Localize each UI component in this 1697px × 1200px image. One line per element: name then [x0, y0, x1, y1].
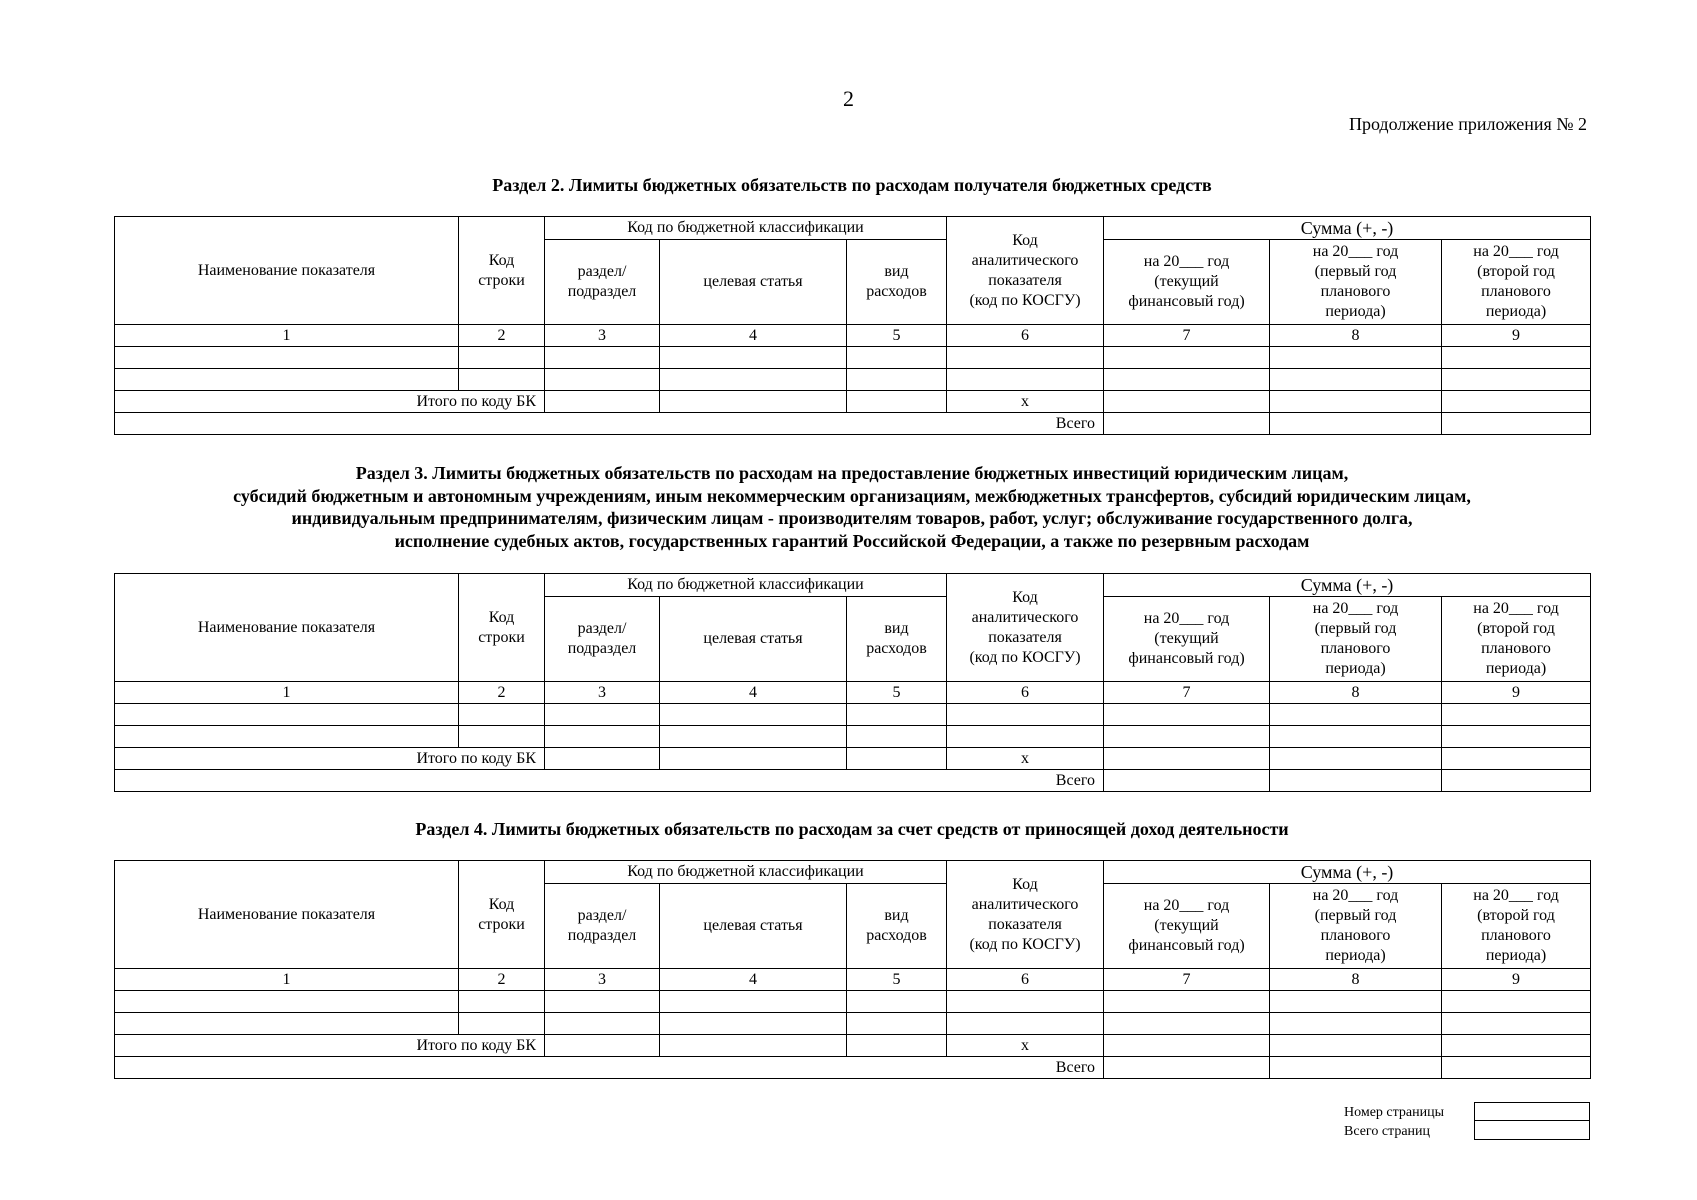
- header-year-plan1: на 20___ год (первый год планового периода): [1270, 240, 1442, 325]
- table-cell: [1270, 347, 1442, 369]
- table-cell: [1442, 991, 1591, 1013]
- header-expense-type: вид расходов: [847, 597, 947, 682]
- column-number: 2: [459, 325, 545, 347]
- subtotal-label: Итого по коду БК: [115, 391, 545, 413]
- header-budget-classification: Код по бюджетной классификации: [545, 861, 947, 884]
- header-section-subsection: раздел/ подраздел: [545, 884, 660, 969]
- column-number: 5: [847, 682, 947, 704]
- table-cell: [660, 748, 847, 770]
- header-year-current: на 20___ год (текущий финансовый год): [1104, 240, 1270, 325]
- subtotal-x: x: [947, 748, 1104, 770]
- table-cell: [1442, 413, 1591, 435]
- table-cell: [1104, 347, 1270, 369]
- table-cell: [1104, 391, 1270, 413]
- total-pages-label: Всего страниц: [1344, 1124, 1431, 1139]
- column-number: 5: [847, 969, 947, 991]
- column-number: 7: [1104, 682, 1270, 704]
- section-3-title: [114, 462, 1590, 552]
- table-cell: [1270, 770, 1442, 792]
- table-row[interactable]: [115, 369, 1591, 391]
- table-cell: [115, 347, 459, 369]
- section-title-line: исполнение судебных актов, государственных гарантий Российской Федерации, а также по резервным расходам: [394, 530, 1310, 551]
- table-cell: [545, 1035, 660, 1057]
- table-cell: [660, 726, 847, 748]
- table-cell: [1442, 748, 1591, 770]
- table-cell: [545, 391, 660, 413]
- table-cell: [1442, 347, 1591, 369]
- column-number: 1: [115, 969, 459, 991]
- table-cell: [947, 347, 1104, 369]
- header-year-plan2: на 20___ год (второй год планового периода): [1442, 597, 1591, 682]
- table-row[interactable]: [115, 1013, 1591, 1035]
- column-number: 8: [1270, 969, 1442, 991]
- subtotal-x: x: [947, 391, 1104, 413]
- table-cell: [459, 704, 545, 726]
- table-cell: [545, 748, 660, 770]
- column-number: 4: [660, 682, 847, 704]
- table-cell: [545, 1013, 660, 1035]
- table-cell: [847, 369, 947, 391]
- total-row: [115, 1057, 1591, 1079]
- header-target-article: целевая статья: [660, 884, 847, 969]
- column-number: 9: [1442, 969, 1591, 991]
- table-cell: [1442, 1013, 1591, 1035]
- table-cell: [660, 369, 847, 391]
- table-cell: [545, 726, 660, 748]
- total-label: Всего: [115, 413, 1104, 435]
- table-cell: [947, 704, 1104, 726]
- header-year-plan1: на 20___ год (первый год планового периода): [1270, 597, 1442, 682]
- table-cell: [847, 991, 947, 1013]
- subtotal-row: [115, 748, 1591, 770]
- header-sum: Сумма (+, -): [1104, 861, 1591, 884]
- column-number: 4: [660, 969, 847, 991]
- header-target-article: целевая статья: [660, 597, 847, 682]
- footer-labels: [1344, 1103, 1444, 1141]
- table-row[interactable]: [115, 991, 1591, 1013]
- table-cell: [545, 347, 660, 369]
- column-number-row: [115, 969, 1591, 991]
- header-year-current: на 20___ год (текущий финансовый год): [1104, 597, 1270, 682]
- table-cell: [1442, 704, 1591, 726]
- table-cell: [1270, 413, 1442, 435]
- table-cell: [660, 704, 847, 726]
- footer-boxes: [1474, 1102, 1590, 1140]
- column-number: 1: [115, 682, 459, 704]
- total-label: Всего: [115, 770, 1104, 792]
- table-cell: [660, 1013, 847, 1035]
- column-number: 3: [545, 969, 660, 991]
- appendix-continuation-note: Продолжение приложения № 2: [1348, 114, 1587, 134]
- table-cell: [459, 991, 545, 1013]
- subtotal-label: Итого по коду БК: [115, 1035, 545, 1057]
- column-number: 9: [1442, 325, 1591, 347]
- table-cell: [1442, 770, 1591, 792]
- page-number-label: Номер страницы: [1344, 1105, 1445, 1120]
- table-cell: [1442, 391, 1591, 413]
- table-cell: [1270, 748, 1442, 770]
- table-cell: [947, 1013, 1104, 1035]
- table-cell: [1104, 413, 1270, 435]
- header-year-plan2: на 20___ год (второй год планового периода): [1442, 240, 1591, 325]
- header-row-code: Код строки: [459, 217, 545, 325]
- column-number: 2: [459, 969, 545, 991]
- table-cell: [947, 726, 1104, 748]
- header-row-code: Код строки: [459, 861, 545, 969]
- table-cell: [115, 1013, 459, 1035]
- header-budget-classification: Код по бюджетной классификации: [545, 574, 947, 597]
- section-title-line: Раздел 4. Лимиты бюджетных обязательств по расходам за счет средств от приносящей доход деятельности: [415, 819, 1289, 839]
- column-number: 7: [1104, 325, 1270, 347]
- subtotal-row: [115, 1035, 1591, 1057]
- table-cell: [847, 1035, 947, 1057]
- total-label: Всего: [115, 1057, 1104, 1079]
- table-cell: [1270, 1057, 1442, 1079]
- header-analytic-code: Код аналитического показателя (код по КОСГУ): [947, 861, 1104, 969]
- table-cell: [1442, 726, 1591, 748]
- section-title-line: субсидий бюджетным и автономным учреждениям, иным некоммерческим организациям, межбюджетных трансфертов, субсидий юридическим лицам,: [233, 485, 1471, 506]
- header-indicator-name: Наименование показателя: [115, 574, 459, 682]
- column-number: 3: [545, 325, 660, 347]
- table-cell: [1104, 770, 1270, 792]
- table-cell: [459, 369, 545, 391]
- header-section-subsection: раздел/ подраздел: [545, 597, 660, 682]
- column-number: 6: [947, 325, 1104, 347]
- total-row: [115, 413, 1591, 435]
- section-2-title: [114, 174, 1590, 197]
- table-row[interactable]: [115, 347, 1591, 369]
- column-number-row: [115, 325, 1591, 347]
- table-cell: [545, 704, 660, 726]
- section-title-line: индивидуальным предпринимателям, физическим лицам - производителям товаров, работ, услуг; обслуживание государственного долга,: [291, 508, 1413, 528]
- header-indicator-name: Наименование показателя: [115, 861, 459, 969]
- table-cell: [545, 991, 660, 1013]
- section-title-line: Раздел 3. Лимиты бюджетных обязательств по расходам на предоставление бюджетных инвестиций юридическим лицам,: [355, 463, 1349, 483]
- table-cell: [660, 1035, 847, 1057]
- table-cell: [1270, 726, 1442, 748]
- column-number: 8: [1270, 682, 1442, 704]
- page-number: 2: [843, 86, 854, 111]
- table-cell: [1104, 369, 1270, 391]
- table-cell: [1442, 1035, 1591, 1057]
- table-cell: [1104, 1057, 1270, 1079]
- header-row-code: Код строки: [459, 574, 545, 682]
- column-number: 2: [459, 682, 545, 704]
- column-number: 7: [1104, 969, 1270, 991]
- total-row: [115, 770, 1591, 792]
- table-cell: [1270, 391, 1442, 413]
- table-cell: [1270, 369, 1442, 391]
- column-number: 3: [545, 682, 660, 704]
- column-number: 6: [947, 682, 1104, 704]
- header-year-current: на 20___ год (текущий финансовый год): [1104, 884, 1270, 969]
- table-cell: [660, 347, 847, 369]
- table-cell: [459, 347, 545, 369]
- table-cell: [459, 1013, 545, 1035]
- table-cell: [115, 369, 459, 391]
- table-cell: [660, 391, 847, 413]
- column-number: 6: [947, 969, 1104, 991]
- table-cell: [847, 748, 947, 770]
- table-cell: [847, 347, 947, 369]
- header-section-subsection: раздел/ подраздел: [545, 240, 660, 325]
- table-cell: [1270, 991, 1442, 1013]
- table-row[interactable]: [115, 704, 1591, 726]
- table-cell: [545, 369, 660, 391]
- table-cell: [1442, 1057, 1591, 1079]
- table-cell: [1270, 704, 1442, 726]
- section-2-table: [114, 216, 1591, 435]
- table-cell: [660, 991, 847, 1013]
- subtotal-row: [115, 391, 1591, 413]
- section-4-title: [114, 818, 1590, 841]
- column-number: 9: [1442, 682, 1591, 704]
- table-cell: [115, 991, 459, 1013]
- table-cell: [847, 704, 947, 726]
- column-number: 1: [115, 325, 459, 347]
- subtotal-x: x: [947, 1035, 1104, 1057]
- header-sum: Сумма (+, -): [1104, 574, 1591, 597]
- header-expense-type: вид расходов: [847, 884, 947, 969]
- table-cell: [1104, 726, 1270, 748]
- column-number: 4: [660, 325, 847, 347]
- subtotal-label: Итого по коду БК: [115, 748, 545, 770]
- table-row[interactable]: [115, 726, 1591, 748]
- page-number-box[interactable]: [1474, 1102, 1590, 1121]
- table-cell: [459, 726, 545, 748]
- table-cell: [1270, 1035, 1442, 1057]
- header-expense-type: вид расходов: [847, 240, 947, 325]
- table-cell: [947, 369, 1104, 391]
- header-target-article: целевая статья: [660, 240, 847, 325]
- column-number-row: [115, 682, 1591, 704]
- table-cell: [1104, 1013, 1270, 1035]
- table-cell: [115, 704, 459, 726]
- header-year-plan2: на 20___ год (второй год планового периода): [1442, 884, 1591, 969]
- table-cell: [1270, 1013, 1442, 1035]
- table-cell: [115, 726, 459, 748]
- table-cell: [1104, 1035, 1270, 1057]
- table-cell: [847, 391, 947, 413]
- table-cell: [847, 726, 947, 748]
- header-analytic-code: Код аналитического показателя (код по КОСГУ): [947, 574, 1104, 682]
- header-analytic-code: Код аналитического показателя (код по КОСГУ): [947, 217, 1104, 325]
- header-sum: Сумма (+, -): [1104, 217, 1591, 240]
- table-cell: [1104, 704, 1270, 726]
- section-3-table: [114, 573, 1591, 792]
- header-year-plan1: на 20___ год (первый год планового периода): [1270, 884, 1442, 969]
- table-cell: [1442, 369, 1591, 391]
- table-cell: [947, 991, 1104, 1013]
- table-cell: [1104, 748, 1270, 770]
- total-pages-box[interactable]: [1474, 1121, 1590, 1140]
- table-cell: [847, 1013, 947, 1035]
- column-number: 5: [847, 325, 947, 347]
- table-cell: [1104, 991, 1270, 1013]
- column-number: 8: [1270, 325, 1442, 347]
- header-budget-classification: Код по бюджетной классификации: [545, 217, 947, 240]
- section-title-line: Раздел 2. Лимиты бюджетных обязательств по расходам получателя бюджетных средств: [492, 175, 1212, 195]
- section-4-table: [114, 860, 1591, 1079]
- header-indicator-name: Наименование показателя: [115, 217, 459, 325]
